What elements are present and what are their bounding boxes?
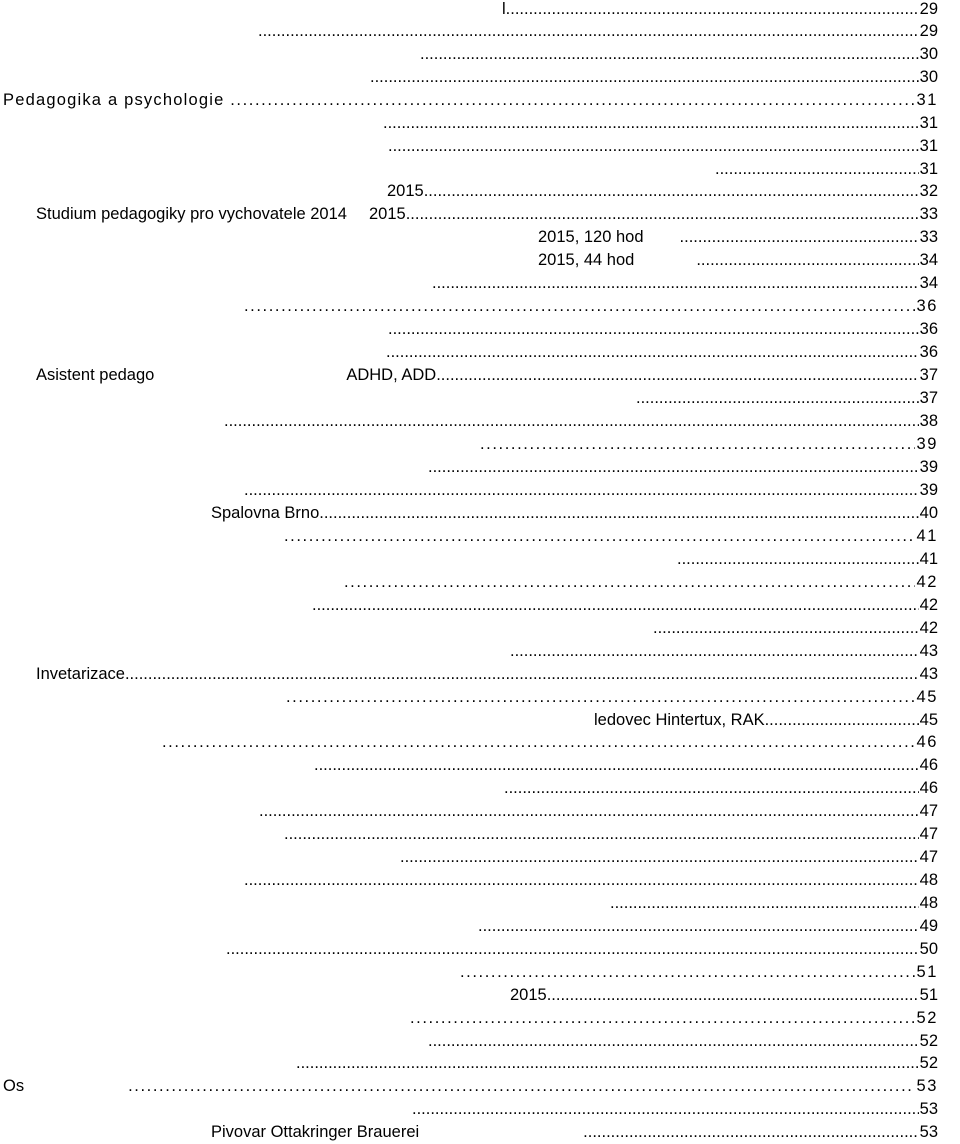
dot-leader [286,686,915,708]
toc-entry[interactable] [344,571,938,593]
toc-entry-page: 51 [916,963,938,981]
toc-entry-page: 41 [916,527,938,545]
dot-leader [432,272,919,294]
dot-leader [162,731,915,753]
dot-leader [400,846,919,868]
toc-entry-page: 46 [919,779,938,797]
toc-entry-page: 45 [916,688,938,706]
toc-entry[interactable] [314,754,938,776]
dot-leader [125,663,919,685]
toc-entry[interactable] [715,158,938,180]
toc-entry-title: Spalovna Brno [211,504,320,522]
toc-entry-title: 2015, 120 hod [538,228,644,246]
toc-entry[interactable] [244,869,938,891]
dot-leader [312,594,919,616]
toc-entry[interactable] [478,915,938,937]
toc-entry-page: 38 [919,412,938,430]
toc-entry[interactable] [636,387,938,409]
toc-entry-page: 37 [919,366,938,384]
dot-leader [610,892,919,914]
toc-entry-title: Asistent pedago [36,366,155,384]
toc-entry[interactable] [594,709,938,731]
toc-entry-page: 53 [919,1100,938,1118]
dot-leader [284,525,915,547]
dot-leader [428,456,919,478]
dot-leader [410,1007,915,1029]
toc-entry-page: 52 [916,1009,938,1027]
dot-leader [478,915,919,937]
toc-entry-page: 34 [919,274,938,292]
toc-entry-page: 40 [919,504,938,522]
toc-entry-page: 48 [919,894,938,912]
toc-entry-page: 36 [916,297,938,315]
toc-entry[interactable] [286,686,938,708]
dot-leader [284,823,919,845]
toc-entry[interactable] [226,938,938,960]
toc-entry-subtitle: ADHD, ADD [346,366,437,384]
toc-entry-page: 50 [919,940,938,958]
toc-entry[interactable] [538,226,938,248]
dot-leader [224,410,919,432]
toc-entry[interactable] [420,43,938,65]
toc-entry-page: 48 [919,871,938,889]
toc-entry-page: 43 [919,665,938,683]
toc-entry-page: 30 [919,68,938,86]
dot-leader [428,1030,919,1052]
toc-entry-page: 46 [916,733,938,751]
toc-entry[interactable] [3,89,938,111]
toc-entry-page: 42 [916,573,938,591]
dot-leader [715,158,919,180]
dot-leader [370,66,919,88]
dot-leader [510,640,919,662]
toc-entry[interactable] [296,1052,938,1074]
toc-entry[interactable] [610,892,938,914]
toc-entry-page: 53 [916,1077,938,1095]
toc-entry-page: 34 [919,251,938,269]
dot-leader [636,387,919,409]
toc-entry[interactable] [386,341,938,363]
toc-entry[interactable] [428,456,938,478]
dot-leader [420,43,919,65]
toc-entry-page: 43 [919,642,938,660]
toc-entry-page: 41 [919,550,938,568]
toc-entry-page: 31 [919,160,938,178]
toc-entry-page: 29 [919,0,938,18]
toc-entry-title: Os [3,1077,25,1095]
toc-entry-page: 33 [919,205,938,223]
dot-leader [230,89,915,111]
toc-entry-page: 31 [916,91,938,109]
dot-leader [386,341,919,363]
dot-leader [314,754,919,776]
dot-leader [424,180,919,202]
toc-entry[interactable] [387,180,938,202]
dot-leader [436,364,918,386]
dot-leader [680,226,919,248]
toc-entry-title: 2015 [387,182,424,200]
toc-entry[interactable] [162,731,938,753]
dot-leader [583,1121,918,1143]
toc-entry-page: 42 [919,619,938,637]
toc-entry-page: 32 [919,182,938,200]
toc-entry-page: 51 [919,986,938,1004]
toc-entry-title: Studium pedagogiky pro vychovatele 2014 [36,205,347,223]
dot-leader [244,869,919,891]
toc-entry-page: 39 [919,458,938,476]
dot-leader [480,433,915,455]
toc-entry-page: 52 [919,1054,938,1072]
dot-leader [128,1075,915,1097]
toc-entry-page: 37 [919,389,938,407]
toc-entry[interactable] [460,961,938,983]
toc-entry[interactable] [677,548,938,570]
toc-entry[interactable] [480,433,938,455]
dot-leader [244,479,919,501]
toc-entry-page: 36 [919,343,938,361]
toc-entry-title: Pedagogika a psychologie [3,91,231,109]
toc-entry[interactable] [258,20,938,42]
toc-entry[interactable] [259,800,938,822]
toc-entry-page: 33 [919,228,938,246]
toc-entry[interactable] [383,112,938,134]
toc-entry[interactable] [400,846,938,868]
toc-entry-title: Invetarizace [36,665,125,683]
dot-leader [653,617,919,639]
dot-leader [296,1052,919,1074]
toc-entry[interactable] [510,640,938,662]
toc-entry-page: 30 [919,45,938,63]
toc-entry-page: 49 [919,917,938,935]
toc-entry[interactable] [370,66,938,88]
toc-entry[interactable] [284,525,938,547]
dot-leader [344,571,915,593]
toc-entry-title: 2015 [510,986,547,1004]
toc-entry[interactable] [36,364,938,386]
dot-leader [506,0,919,20]
dot-leader [319,502,918,524]
toc-entry-page: 46 [919,756,938,774]
toc-entry-page: 39 [916,435,938,453]
toc-entry[interactable] [504,777,938,799]
toc-entry[interactable] [36,203,938,225]
toc-entry-title: ledovec Hintertux, RAK [594,711,765,729]
dot-leader [226,938,919,960]
dot-leader [406,203,919,225]
toc-entry[interactable] [412,1098,938,1120]
toc-entry[interactable] [211,1121,938,1143]
dot-leader [412,1098,919,1120]
dot-leader [696,249,918,271]
toc-entry-page: 29 [919,22,938,40]
toc-entry-page: 45 [919,711,938,729]
dot-leader [765,709,919,731]
toc-entry-page: 31 [919,114,938,132]
dot-leader [547,984,919,1006]
toc-entry-title: Pivovar Ottakringer Brauerei [211,1123,420,1141]
toc-entry[interactable] [388,135,938,157]
dot-leader [383,112,919,134]
toc-entry[interactable] [432,272,938,294]
toc-entry-page: 47 [919,802,938,820]
toc-entry-page: 31 [919,137,938,155]
toc-entry-title: 2015, 44 hod [538,251,635,269]
dot-leader [504,777,919,799]
toc-entry[interactable] [3,1075,938,1097]
toc-entry-page: 53 [919,1123,938,1141]
dot-leader [677,548,919,570]
toc-entry[interactable] [224,410,938,432]
toc-entry-page: 47 [919,825,938,843]
toc-entry[interactable] [653,617,938,639]
toc-entry[interactable] [312,594,938,616]
toc-entry[interactable] [388,318,938,340]
toc-entry[interactable] [428,1030,938,1052]
toc-entry[interactable] [36,663,938,685]
dot-leader [460,961,915,983]
toc-entry[interactable] [284,823,938,845]
toc-entry-page: 42 [919,596,938,614]
toc-entry[interactable] [502,0,938,20]
toc-entry[interactable] [510,984,938,1006]
toc-entry-page: 52 [919,1032,938,1050]
dot-leader [259,800,919,822]
dot-leader [388,135,919,157]
toc-entry[interactable] [244,295,938,317]
toc-entry[interactable] [410,1007,938,1029]
dot-leader [258,20,919,42]
dot-leader [388,318,919,340]
toc-entry-page: 39 [919,481,938,499]
dot-leader [244,295,915,317]
toc-entry[interactable] [244,479,938,501]
toc-entry-page: 47 [919,848,938,866]
toc-entry-title: l [502,0,506,18]
toc-entry[interactable] [538,249,938,271]
toc-entry-subtitle: 2015 [368,205,406,223]
toc-entry-page: 36 [919,320,938,338]
toc-entry[interactable] [211,502,938,524]
